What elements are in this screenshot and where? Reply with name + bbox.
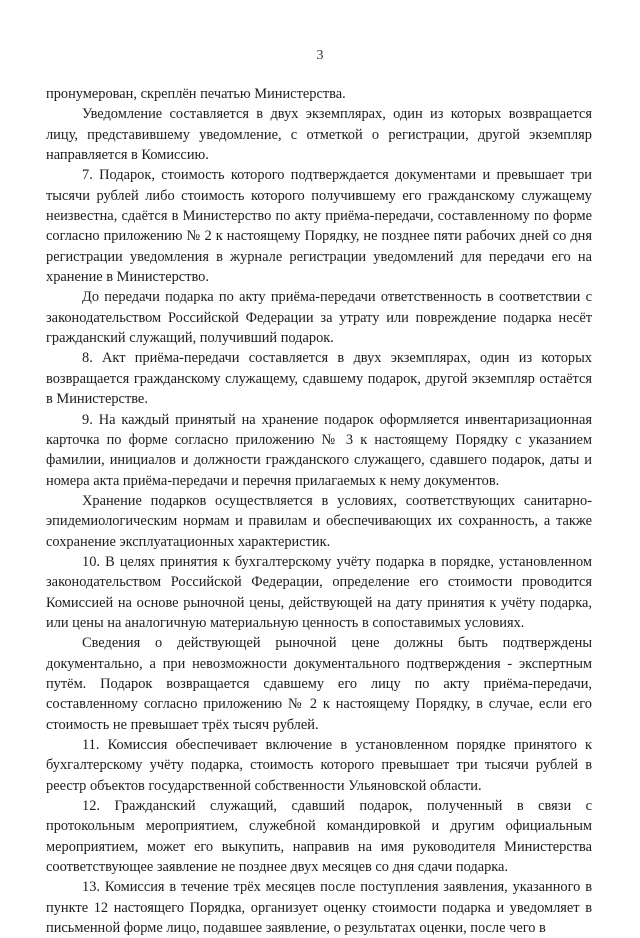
page-number: 3 bbox=[316, 48, 324, 63]
paragraph-storage: Хранение подарков осуществляется в условиях, соответствующих санитарно-эпидемиологическим нормам и правилам и обеспечивающих их сохранность, а также сохранение эксплуатационных характеристик. bbox=[46, 492, 592, 550]
paragraph-notice-copies: Уведомление составляется в двух экземплярах, один из которых возвращается лицу, представившему уведомление, с отметкой о регистрации, другой экземпляр направляется в Комиссию. bbox=[46, 106, 592, 164]
paragraph-item-11: 11. Комиссия обеспечивает включение в установленном порядке принятого к бухгалтерскому учёту подарка, стоимость которого превышает три тысячи рублей в реестр объектов государственной собственности Ульяновской области. bbox=[46, 737, 592, 794]
paragraph-item-13: 13. Комиссия в течение трёх месяцев после поступления заявления, указанного в пункте 12 настоящего Порядка, организует оценку стоимости подарка и уведомляет в письменной форме лицо, подавшее заявление, о результатах оценки, после чего в bbox=[46, 879, 592, 937]
paragraph-responsibility: До передачи подарка по акту приёма-передачи ответственность в соответствии с законодательством Российской Федерации за утрату или повреждение подарка несёт гражданский служащий, получивший подарок. bbox=[46, 289, 592, 347]
paragraph-continuation: пронумерован, скреплён печатью Министерства. bbox=[46, 86, 346, 102]
paragraph-item-10: 10. В целях принятия к бухгалтерскому учёту подарка в порядке, установленном законодательством Российской Федерации, определение его стоимости проводится Комиссией на основе рыночной цены, действующей на дату принятия к учёту подарка, или цены на аналогичную материальную ценность в сопоставимых условиях. bbox=[46, 553, 592, 631]
paragraph-market-price: Сведения о действующей рыночной цене должны быть подтверждены документально, а при невозможности документального подтверждения - экспертным путём. Подарок возвращается сдавшему его лицу по акту приёма-передачи, составленному согласно приложению № 2 к настоящему Порядку, в случае, если его стоимость не превышает трёх тысяч рублей. bbox=[46, 635, 592, 733]
paragraph-item-8: 8. Акт приёма-передачи составляется в двух экземплярах, один из которых возвращается гражданскому служащему, сдавшему подарок, другой экземпляр остаётся в Министерстве. bbox=[46, 350, 592, 408]
paragraph-item-9: 9. На каждый принятый на хранение подарок оформляется инвентаризационная карточка по форме согласно приложению № 3 к настоящему Порядку с указанием фамилии, инициалов и должности гражданского служащего, сдавшего подарок, даты и номера акта приёма-передачи и перечня прилагаемых к нему документов. bbox=[46, 411, 592, 489]
paragraph-item-7: 7. Подарок, стоимость которого подтверждается документами и превышает три тысячи рублей либо стоимость которого получившему его гражданскому служащему неизвестна, сдаётся в Министерство по акту приёма-передачи, составленному по форме согласно приложению № 2 к настоящему Порядку, не позднее пяти рабочих дней со дня регистрации уведомления в журнале регистрации уведомлений для передачи его на хранение в Министерство. bbox=[46, 167, 592, 286]
paragraph-item-12: 12. Гражданский служащий, сдавший подарок, полученный в связи с протокольным мероприятием, служебной командировкой и другим официальным мероприятием, может его выкупить, направив на имя руководителя Министерства соответствующее заявление не позднее двух месяцев со дня сдачи подарка. bbox=[46, 798, 592, 876]
document-body bbox=[46, 84, 592, 938]
